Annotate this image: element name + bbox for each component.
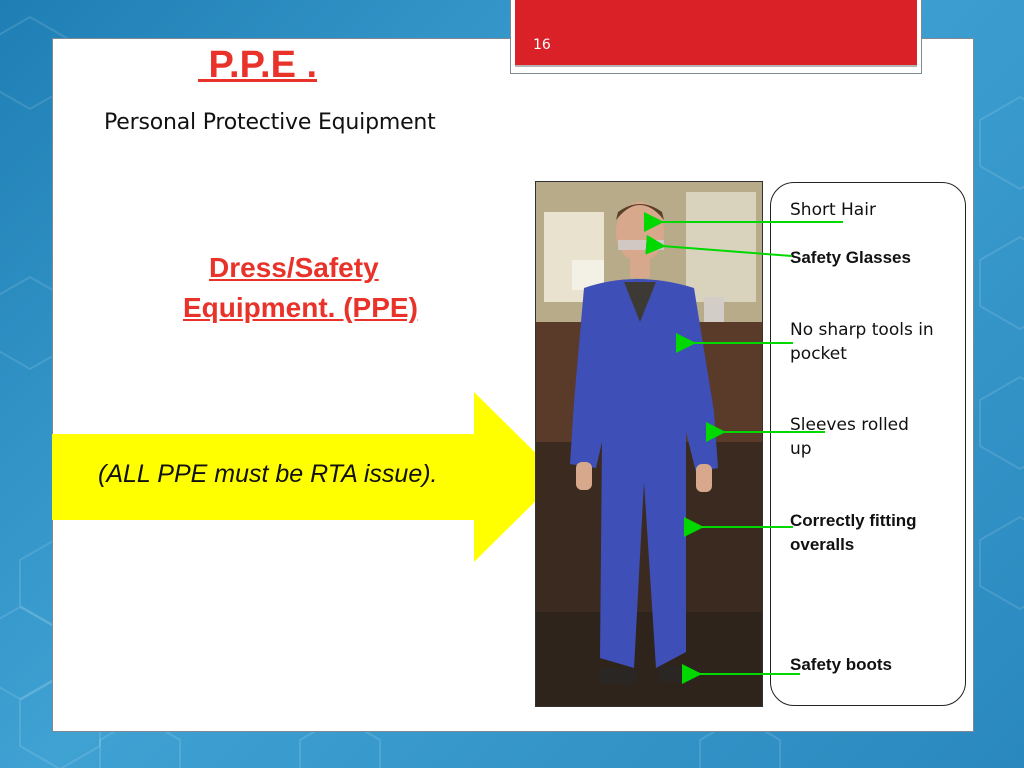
label-short-hair: Short Hair [790, 200, 876, 220]
label-no-sharp-tools: No sharp tools in pocket [790, 320, 934, 364]
label-correctly-fitting-overalls: Correctly fitting overalls [790, 511, 917, 554]
slide-number: 16 [533, 37, 551, 53]
label-safety-boots: Safety boots [790, 655, 893, 674]
page-title: P.P.E . [198, 44, 318, 86]
label-sleeves-rolled-up: Sleeves rolled up [790, 415, 909, 459]
section-heading-line1: Dress/Safety [209, 252, 379, 283]
section-heading-line2: Equipment. (PPE) [183, 292, 418, 323]
label-safety-glasses: Safety Glasses [790, 248, 911, 267]
worker-in-overalls-image [536, 182, 763, 707]
arrow-callout-text: (ALL PPE must be RTA issue). [98, 460, 438, 488]
worker-photo [535, 181, 763, 707]
page-subtitle: Personal Protective Equipment [104, 110, 436, 135]
